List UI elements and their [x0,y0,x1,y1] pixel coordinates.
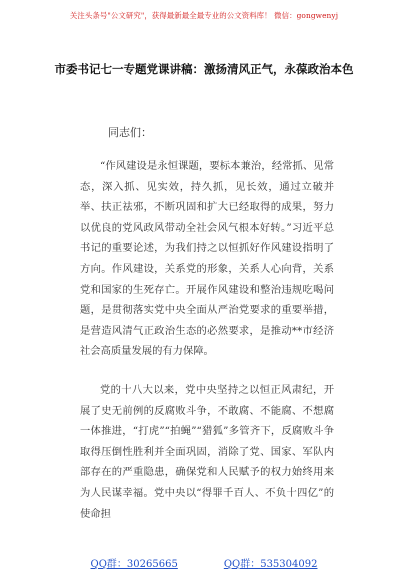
qq-group-1: QQ群：30265665 [90,559,178,570]
document-title: 市委书记七一专题党课讲稿：激扬清风正气，永葆政治本色 [54,62,354,76]
body-paragraph: 党的十八大以来，党中央坚持之以恒正风肃纪，开展了史无前例的反腐败斗争，不敢腐、不能腐、不想腐一体推进，“打虎”“拍蝇”“猎狐”多管齐下，反腐败斗争取得压倒性胜利并全面巩固，消除了党、国家、军队内部存在的严重隐患，确保党和人民赋予的权力始终用来为人民谋幸福。党中央以“得罪千百人、不负十四亿”的使命担 [80,384,334,520]
body-paragraph: “作风建设是永恒课题，要标本兼治，经常抓、见常态，深入抓、见实效，持久抓，见长效，通过立破并举、扶正祛邪，不断巩固和扩大已经取得的成果，努力以优良的党风政风带动全社会风气根本好转。”习近平总书记的重要论述，为我们持之以恒抓好作风建设指明了方向。作风建设，关系党的形象，关系人心向背，关系党和国家的生死存亡。开展作风建设和整治违规吃喝问题，是贯彻落实党中央全面从严治党要求的重要举措，是营造风清气正政治生态的必然要求，是推动**市经济社会高质量发展的有力保障。 [80,160,334,358]
greeting: 同志们： [108,126,152,139]
footer [0,555,408,570]
header-banner: 关注头条号"公文研究"，获得最新最全最专业的公文资料库！ 微信：gongwenyj [69,11,339,20]
qq-group-2: QQ群：535304092 [223,559,318,570]
body-paragraph-1-block [80,156,334,362]
body-paragraph-2-block [80,380,334,524]
